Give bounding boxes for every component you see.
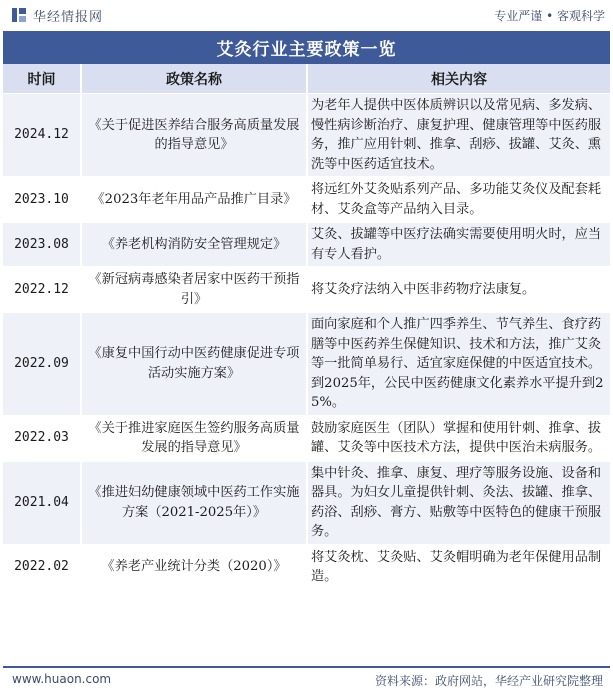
row-policy-name: 《新冠病毒感染者居家中医药干预指引》 xyxy=(81,267,307,312)
footer xyxy=(0,666,613,694)
row-time: 2023.08 xyxy=(3,222,81,267)
table-row xyxy=(3,267,610,312)
row-content: 鼓励家庭医生（团队）掌握和使用针刺、推拿、拔罐、艾灸等中医技术方法，提供中医治未病服务。 xyxy=(307,416,610,461)
site-url[interactable]: www.huaon.com xyxy=(12,672,112,686)
footer-divider xyxy=(3,666,610,668)
row-time: 2023.10 xyxy=(3,177,81,222)
row-time: 2022.03 xyxy=(3,416,81,461)
source-note: 资料来源：政府网站，华经产业研究院整理 xyxy=(374,674,603,688)
row-time: 2022.09 xyxy=(3,312,81,416)
row-policy-name: 《关于促进医养结合服务高质量发展的指导意见》 xyxy=(81,94,307,178)
row-content: 艾灸、拔罐等中医疗法确实需要使用明火时，应当有专人看护。 xyxy=(307,222,610,267)
column-header-content: 相关内容 xyxy=(307,64,610,94)
row-content: 面向家庭和个人推广四季养生、节气养生、食疗药膳等中医药养生保健知识、技术和方法，推广艾灸等一批简单易行、适宜家庭保健的中医适宜技术。到2025年，公民中医药健康文化素养水平提升到25%。 xyxy=(307,312,610,416)
row-time: 2022.02 xyxy=(3,545,81,590)
row-time: 2022.12 xyxy=(3,267,81,312)
row-policy-name: 《关于推进家庭医生签约服务高质量发展的指导意见》 xyxy=(81,416,307,461)
logo-icon xyxy=(12,8,26,22)
table-row xyxy=(3,545,610,590)
table-row xyxy=(3,461,610,545)
table-row xyxy=(3,94,610,178)
column-header-time: 时间 xyxy=(3,64,81,94)
column-header-policy-name: 政策名称 xyxy=(81,64,307,94)
slogan: 专业严谨 • 客观科学 xyxy=(494,9,605,23)
policy-table xyxy=(3,64,610,591)
row-time: 2021.04 xyxy=(3,461,81,545)
row-policy-name: 《养老机构消防安全管理规定》 xyxy=(81,222,307,267)
row-content: 为老年人提供中医体质辨识以及常见病、多发病、慢性病诊断治疗、康复护理、健康管理等中医药服务，推广应用针刺、推拿、刮痧、拔罐、艾灸、熏洗等中医药适宜技术。 xyxy=(307,94,610,178)
table-row xyxy=(3,177,610,222)
table-row xyxy=(3,416,610,461)
row-policy-name: 《养老产业统计分类（2020）》 xyxy=(81,545,307,590)
logo-text: 华经情报网 xyxy=(33,10,104,25)
row-policy-name: 《康复中国行动中医药健康促进专项活动实施方案》 xyxy=(81,312,307,416)
table-header-row xyxy=(3,64,610,94)
page-title: 艾灸行业主要政策一览 xyxy=(3,31,610,64)
top-bar xyxy=(0,0,613,30)
row-policy-name: 《推进妇幼健康领域中医药工作实施方案（2021-2025年）》 xyxy=(81,461,307,545)
row-policy-name: 《2023年老年用品产品推广目录》 xyxy=(81,177,307,222)
table-row xyxy=(3,312,610,416)
row-content: 集中针灸、推拿、康复、理疗等服务设施、设备和器具。为妇女儿童提供针刺、灸法、拔罐、推拿、药浴、刮痧、膏方、贴敷等中医特色的健康干预服务。 xyxy=(307,461,610,545)
row-content: 将远红外艾灸贴系列产品、多功能艾灸仪及配套耗材、艾灸盒等产品纳入目录。 xyxy=(307,177,610,222)
row-content: 将艾灸疗法纳入中医非药物疗法康复。 xyxy=(307,267,610,312)
row-time: 2024.12 xyxy=(3,94,81,178)
row-content: 将艾灸枕、艾灸贴、艾灸帽明确为老年保健用品制造。 xyxy=(307,545,610,590)
table-row xyxy=(3,222,610,267)
